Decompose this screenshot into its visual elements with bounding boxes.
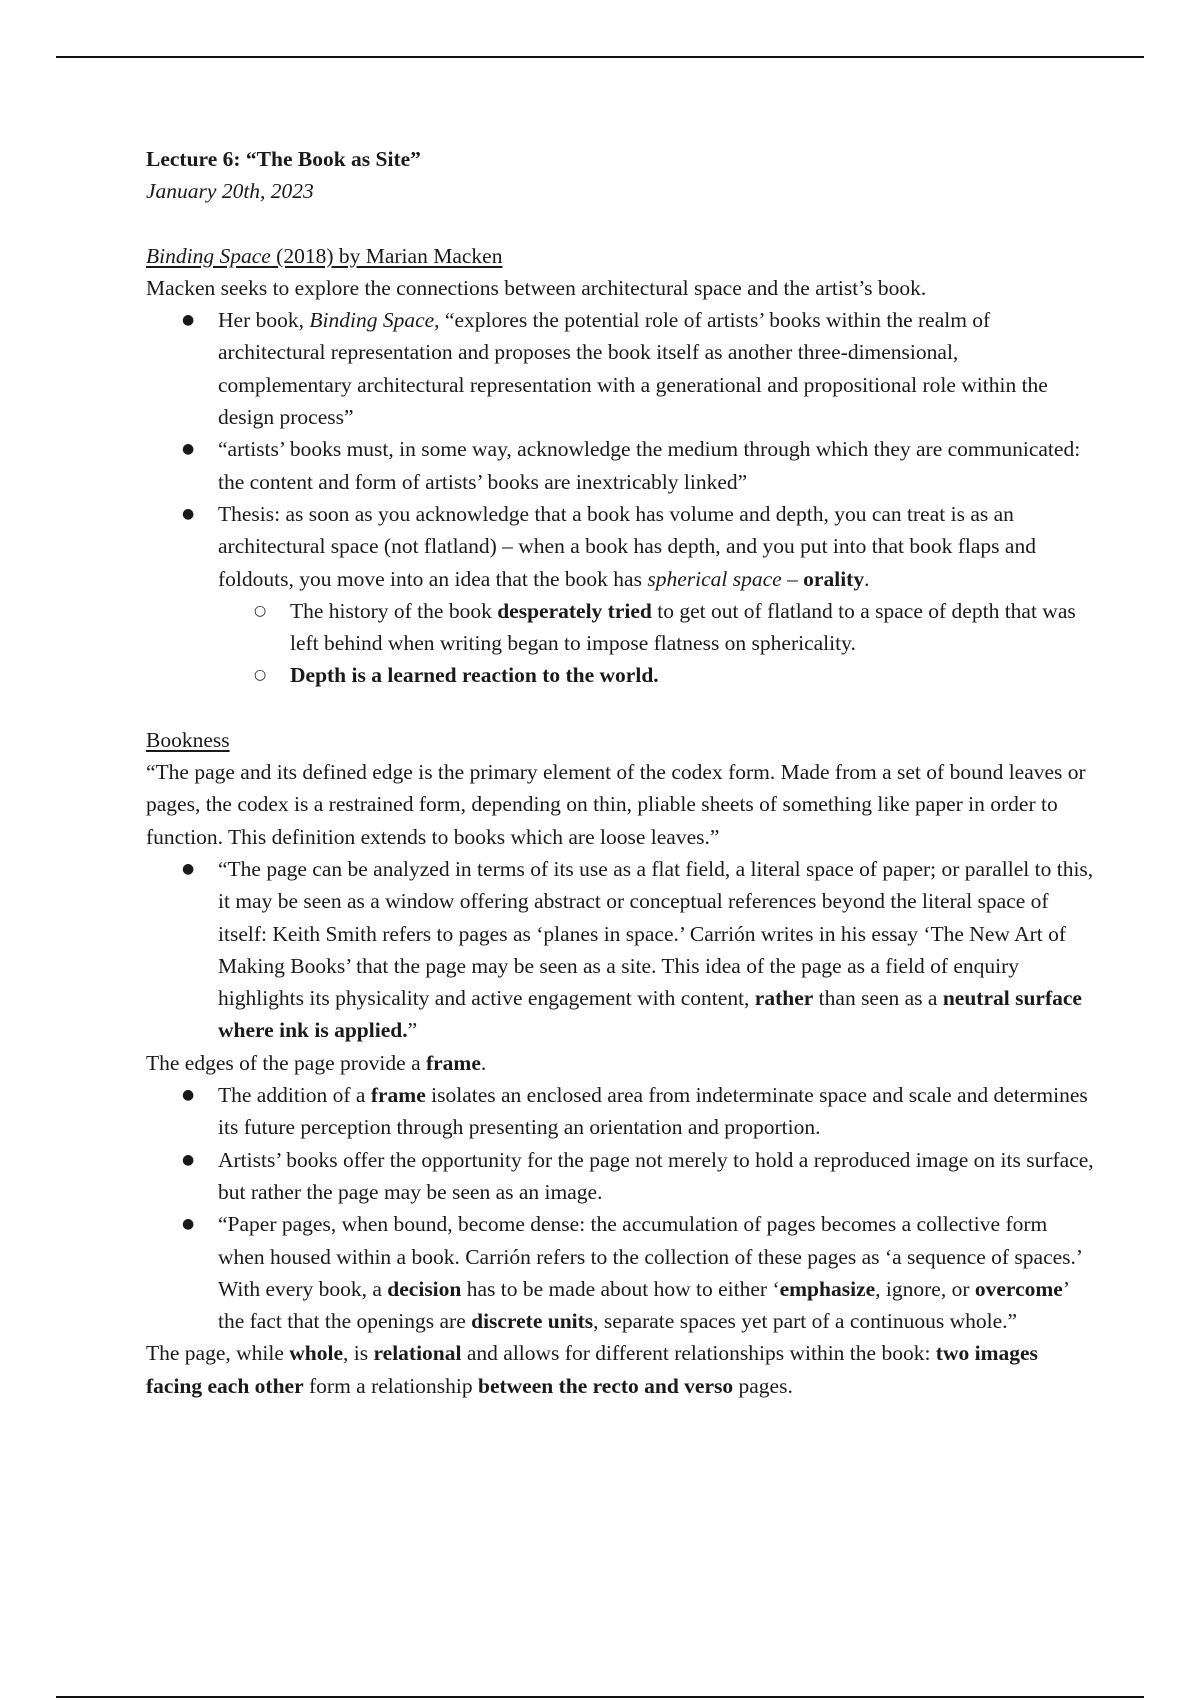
final-paragraph: The page, while whole, is relational and allows for different relationships within the book: two images facing each other form a relationship between the recto and verso pages.: [146, 1341, 1038, 1398]
section1-intro: Macken seeks to explore the connections between architectural space and the artist’s book.: [146, 275, 927, 300]
lecture-title: Lecture 6: “The Book as Site”: [146, 147, 421, 171]
sub-bullets: [218, 595, 1096, 692]
list-item: ● “Paper pages, when bound, become dense: the accumulation of pages becomes a collective form when housed within a book. Carrión refers to the collection of these pages as ‘a sequence of spaces.’ With every book, a decision has to be made about how to either ‘emphasize, ignore, or overcome’ the fact that the openings are discrete units, separate spaces yet part of a continuous whole.”: [146, 1208, 1096, 1337]
section-heading-binding-space: Binding Space (2018) by Marian Macken: [146, 243, 503, 268]
lecture-date: January 20th, 2023: [146, 179, 314, 204]
section2-intro: “The page and its defined edge is the primary element of the codex form. Made from a set of bound leaves or pages, the codex is a restrained form, depending on thin, pliable sheets of something like paper in order to function. This definition extends to books which are loose leaves.”: [146, 760, 1086, 849]
bottom-rule: [56, 1696, 1144, 1698]
top-rule: [56, 56, 1144, 58]
edges-paragraph: The edges of the page provide a frame.: [146, 1050, 487, 1075]
sub-list-item: ○ The history of the book desperately tried to get out of flatland to a space of depth that was left behind when writing began to impose flatness on sphericality.: [218, 595, 1096, 660]
sub-list-item: ○ Depth is a learned reaction to the world.: [218, 659, 1096, 691]
list-item: ● “artists’ books must, in some way, acknowledge the medium through which they are communicated: the content and form of artists’ books are inextricably linked”: [146, 433, 1096, 498]
section2-bullets-b: [146, 1079, 1096, 1337]
list-item: ● The addition of a frame isolates an enclosed area from indeterminate space and scale and determines its future perception through presenting an orientation and proportion.: [146, 1079, 1096, 1144]
section1-bullets: [146, 304, 1096, 692]
section-heading-bookness: Bookness: [146, 727, 230, 752]
section2-bullets-a: [146, 853, 1096, 1047]
list-item: ● Her book, Binding Space, “explores the potential role of artists’ books within the realm of architectural representation and proposes the book itself as another three-dimensional, complementary architectural representation with a generational and propositional role within the design process”: [146, 304, 1096, 433]
list-item: ● “The page can be analyzed in terms of its use as a flat field, a literal space of paper; or parallel to this, it may be seen as a window offering abstract or conceptual references beyond the literal space of itself: Keith Smith refers to pages as ‘planes in space.’ Carrión writes in his essay ‘The New Art of Making Books’ that the page may be seen as a site. This idea of the page as a field of enquiry highlights its physicality and active engagement with content, rather than seen as a neutral surface where ink is applied.”: [146, 853, 1096, 1047]
list-item: ● Artists’ books offer the opportunity for the page not merely to hold a reproduced image on its surface, but rather the page may be seen as an image.: [146, 1144, 1096, 1209]
document-body: [146, 143, 1096, 1402]
list-item: ● Thesis: as soon as you acknowledge that a book has volume and depth, you can treat is as an architectural space (not flatland) – when a book has depth, and you put into that book flaps and foldouts, you move into an idea that the book has spherical space – orality. ○ The history of the book desperately tried to get out of flatland to a space of depth that was left behind when writing began to impose flatness on sphericality. ○ Depth is a learned reaction to the world.: [146, 498, 1096, 692]
